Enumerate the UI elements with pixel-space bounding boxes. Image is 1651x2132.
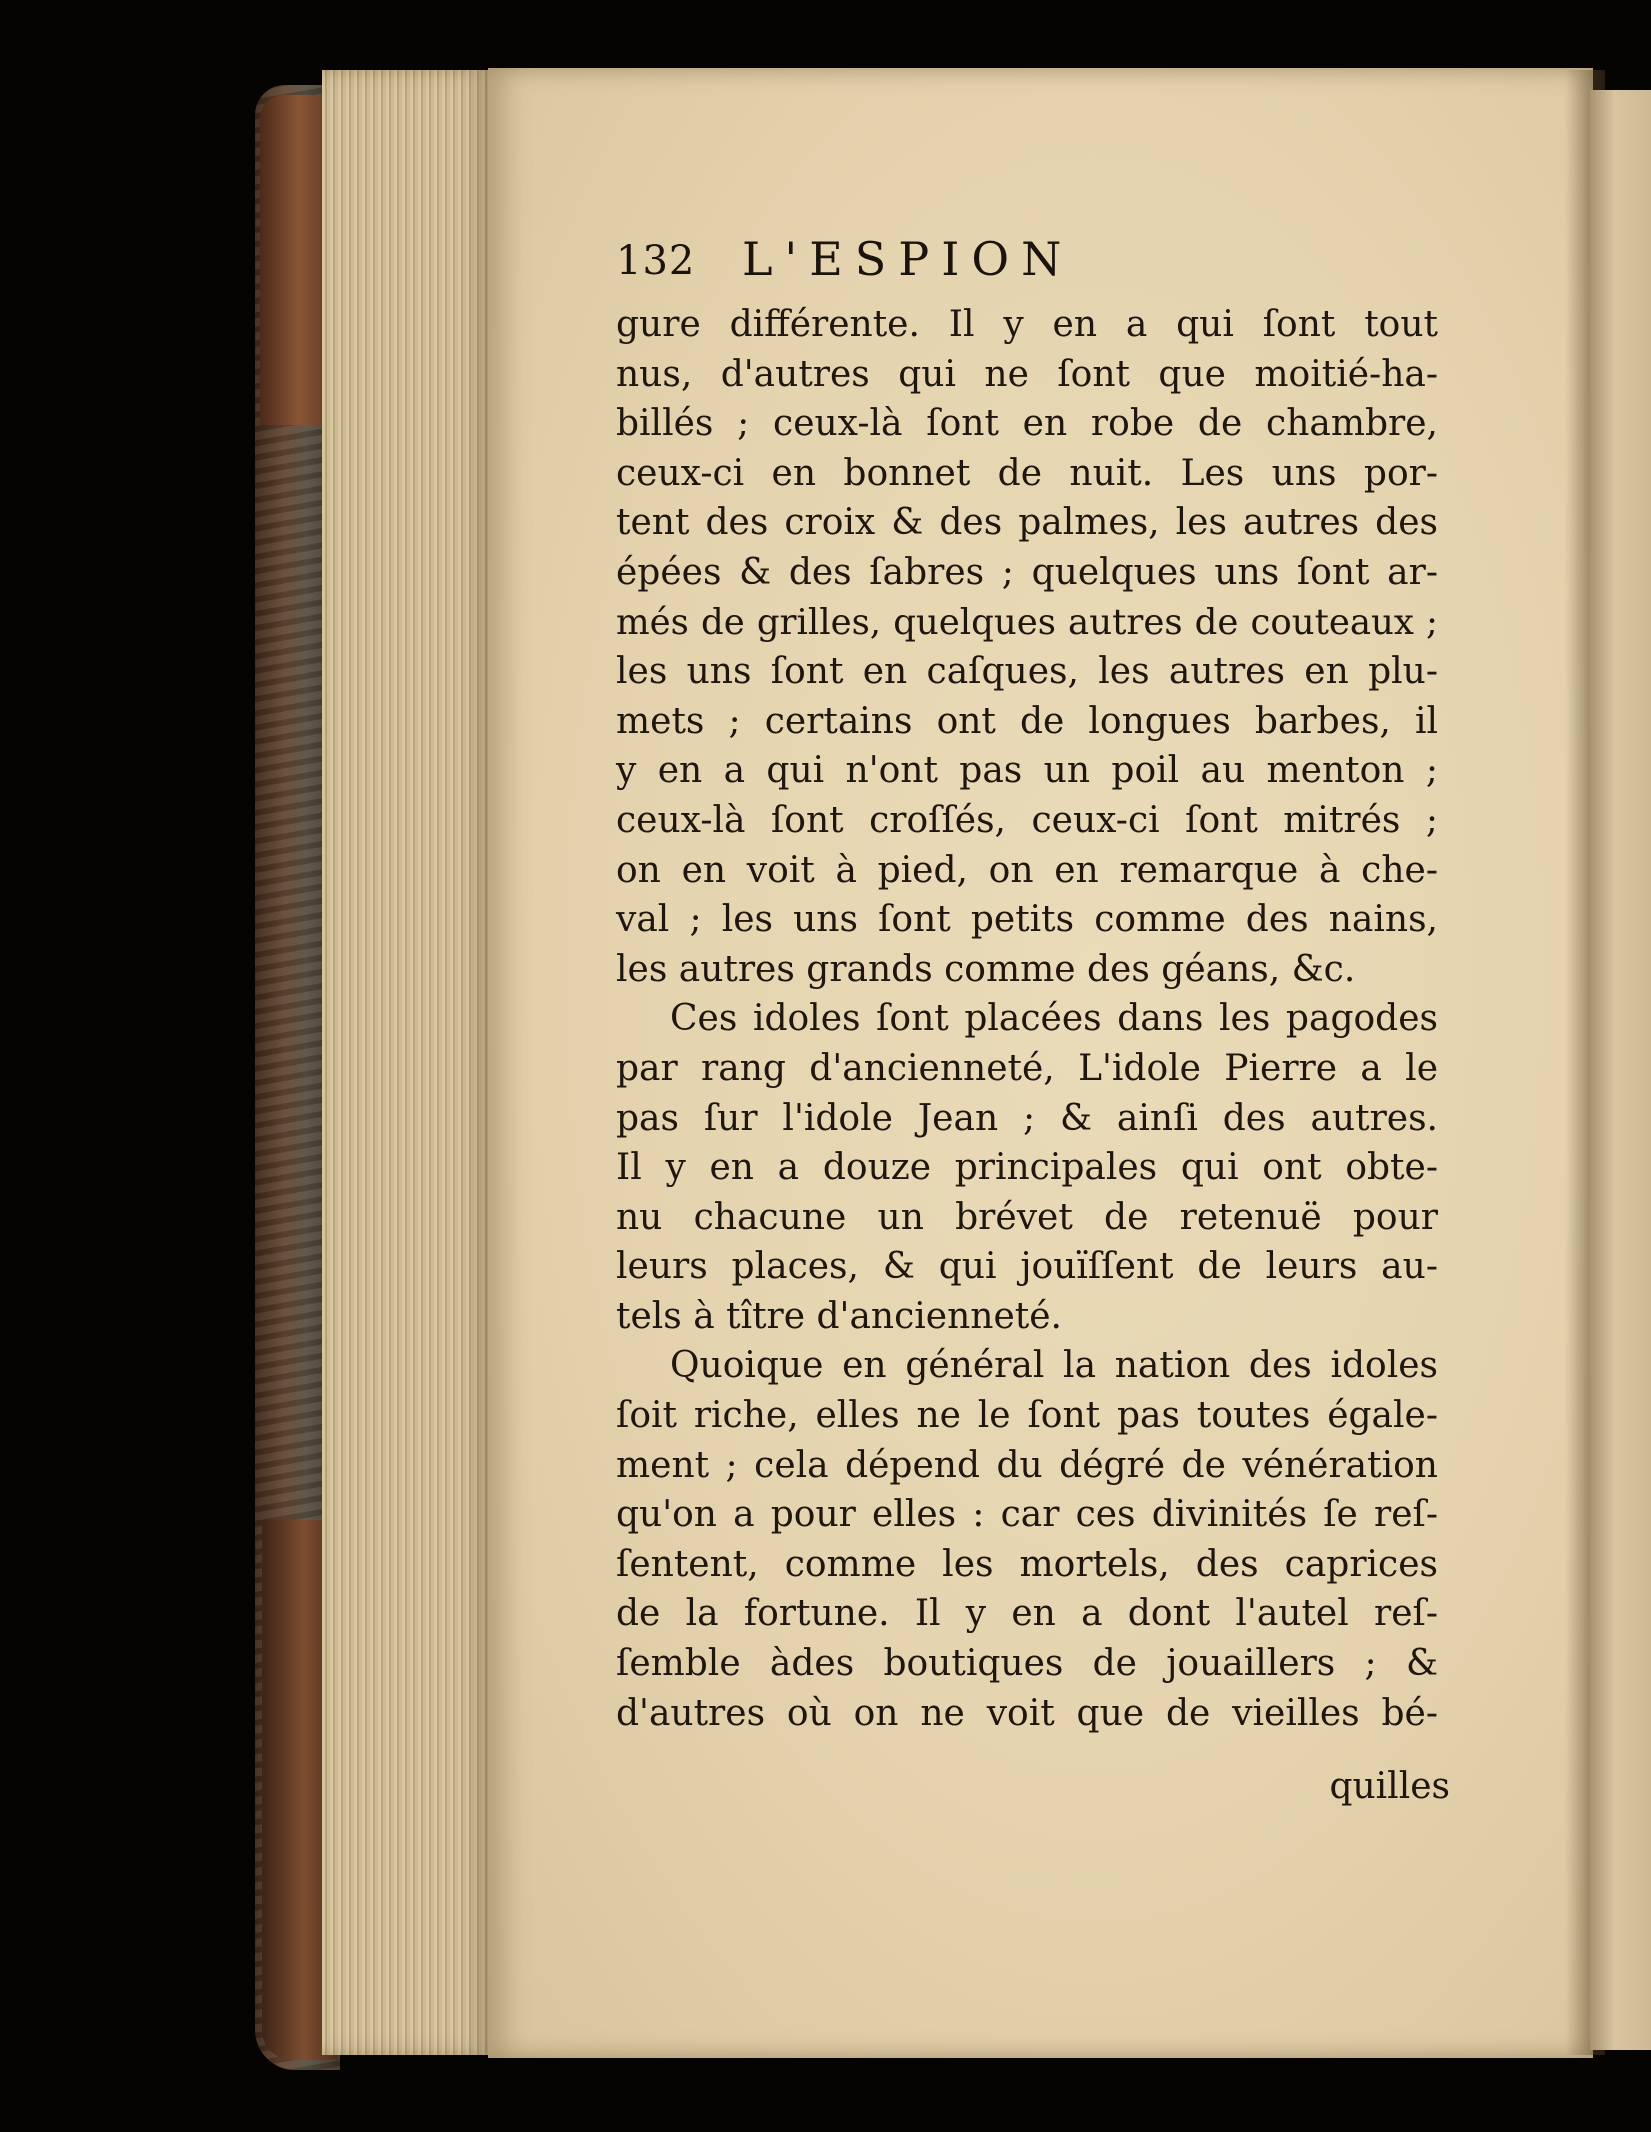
text-line: ceux-ci en bonnet de nuit. Les uns por- bbox=[616, 452, 1438, 494]
running-head: L'ESPION bbox=[742, 232, 1074, 286]
text-line: nus, d'autres qui ne ſont que moitié-ha- bbox=[616, 353, 1438, 395]
page-header bbox=[616, 232, 1436, 292]
text-line: ſemble àdes boutiques de jouaillers ; & bbox=[616, 1643, 1438, 1685]
text-line: leurs places, & qui jouïſſent de leurs au- bbox=[616, 1246, 1438, 1288]
text-line: nu chacune un brévet de retenuë pour bbox=[616, 1196, 1438, 1238]
text-line: ment ; cela dépend du dégré de vénération bbox=[616, 1444, 1438, 1486]
text-line: on en voit à pied, on en remarque à che- bbox=[616, 849, 1438, 891]
text-line: par rang d'ancienneté, L'idole Pierre a le bbox=[616, 1047, 1438, 1089]
text-line: tent des croix & des palmes, les autres des bbox=[616, 502, 1438, 544]
text-line: billés ; ceux-là ſont en robe de chambre, bbox=[616, 403, 1438, 445]
page-edges bbox=[322, 70, 492, 2055]
facing-page-edge bbox=[1590, 90, 1651, 2050]
body-text bbox=[616, 300, 1438, 1738]
text-line: Ces idoles ſont placées dans les pagodes bbox=[670, 998, 1438, 1040]
text-line: d'autres où on ne voit que de vieilles bé- bbox=[616, 1692, 1438, 1734]
text-line: val ; les uns ſont petits comme des nains, bbox=[616, 899, 1438, 941]
text-line: més de grilles, quelques autres de couteaux ; bbox=[616, 601, 1438, 643]
text-line: mets ; certains ont de longues barbes, il bbox=[616, 700, 1438, 742]
text-line: Quoique en général la nation des idoles bbox=[670, 1345, 1438, 1387]
text-line: ſoit riche, elles ne le ſont pas toutes égale- bbox=[616, 1395, 1438, 1437]
text-line: épées & des ſabres ; quelques uns ſont ar- bbox=[616, 551, 1438, 593]
text-line: y en a qui n'ont pas un poil au menton ; bbox=[616, 750, 1438, 792]
catchword: quilles bbox=[1329, 1766, 1450, 1807]
text-line: pas ſur l'idole Jean ; & ainſi des autres. bbox=[616, 1097, 1438, 1139]
text-line: gure différente. Il y en a qui ſont tout bbox=[616, 304, 1438, 345]
text-line: ceux-là ſont croſſés, ceux-ci ſont mitrés ; bbox=[616, 799, 1438, 841]
text-line: tels à tître d'ancienneté. bbox=[616, 1295, 1062, 1337]
text-line: de la fortune. Il y en a dont l'autel reſ- bbox=[616, 1593, 1438, 1635]
text-line: Il y en a douze principales qui ont obte- bbox=[616, 1147, 1438, 1189]
text-line: ſentent, comme les mortels, des caprices bbox=[616, 1543, 1438, 1585]
text-line: les uns ſont en caſques, les autres en plu- bbox=[616, 651, 1438, 693]
text-line: les autres grands comme des géans, &c. bbox=[616, 948, 1356, 990]
page-number: 132 bbox=[616, 238, 696, 284]
text-line: qu'on a pour elles : car ces divinités ſe reſ- bbox=[616, 1494, 1438, 1536]
